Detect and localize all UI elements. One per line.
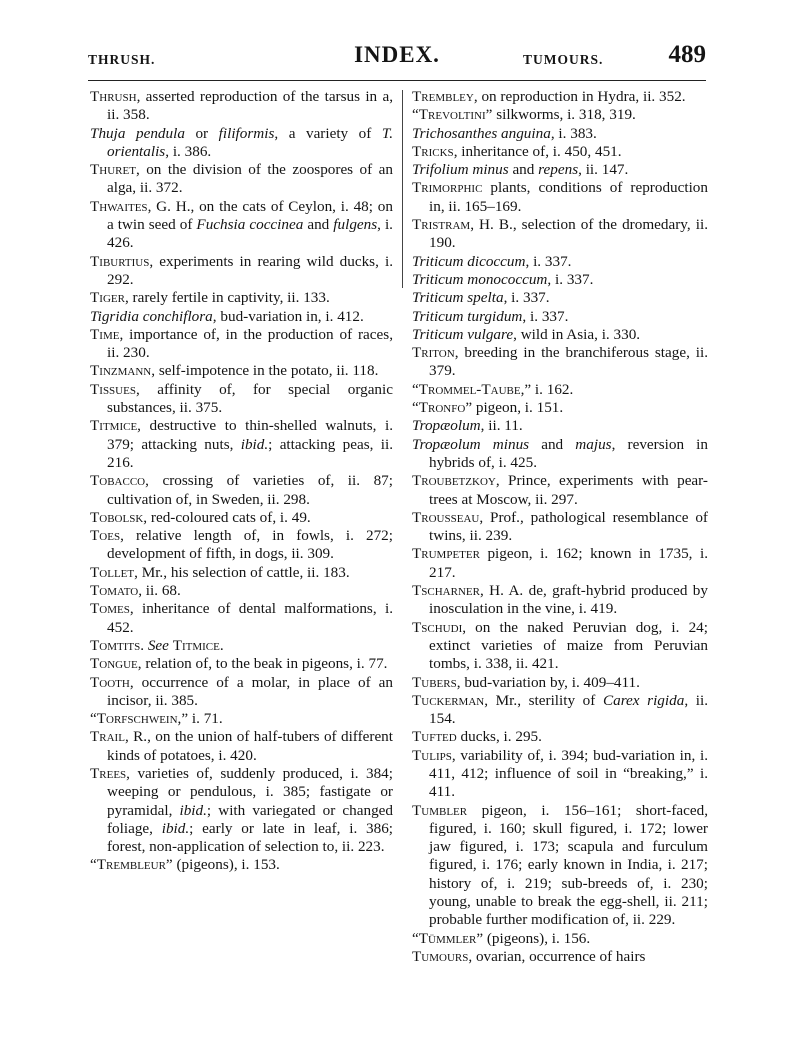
page-number: 489 [668,41,706,68]
entry-text: , ovarian, occurrence of hairs [468,947,646,965]
index-entry-toes [90,527,393,564]
header-left-word: THRUSH. [88,52,156,67]
index-entry-tobolsk [90,509,393,527]
entry-text: , R., on the union of half-tubers of different kinds of potatoes, i. 420. [107,728,393,764]
entry-headword: Trevoltini [418,106,486,124]
index-entry-triticum-spelta [412,289,708,307]
entry-text: , destructive to thin-shelled walnuts, i. 379; attacking nuts, [107,417,393,453]
entry-italic-text: Trifolium minus [412,161,509,179]
right-column [412,88,708,966]
index-entry-trees [90,765,393,856]
entry-italic-text: Thuja pendula [90,124,185,142]
entry-headword: Trembley [412,88,474,105]
index-entry-triticum-turgidum [412,308,708,326]
entry-headword: Tooth [90,673,130,691]
entry-text: , ii. 11. [480,417,523,435]
entry-text: ” (pigeons), i. 156. [476,929,591,947]
entry-text: . [140,636,148,654]
entry-text: , relation of, to the beak in pigeons, i. 77. [137,655,388,673]
index-entry-tufted [412,728,708,746]
index-entry-tumbler [412,802,708,930]
entry-text: , Prince, experiments with pear-trees at Moscow, ii. 297. [429,472,708,508]
index-entry-time [90,326,393,363]
index-entry-trevoltini [412,106,708,124]
entry-text: , a variety of [274,124,382,142]
entry-italic-text: Triticum vulgare [412,325,514,343]
entry-text: or [184,124,219,142]
entry-text: , varieties of, suddenly produced, i. 384; weeping or pendulous, i. 385; fastigate or pyramidal, [107,764,393,819]
entry-text: , variability of, i. 394; bud-variation in, i. 411, 412; influence of soil in “breaking,” i. 411. [429,746,708,801]
entry-text: , inheritance of dental malformations, i. 452. [107,600,393,636]
entry-text: , reversion in hybrids of, i. 425. [429,435,708,471]
entry-text: and [508,161,539,179]
entry-text: , Mr., his selection of cattle, ii. 183. [134,563,350,581]
entry-text: “ [412,106,419,124]
entry-text: , ii. 147. [578,161,629,179]
entry-text: , i. 386. [165,142,212,160]
header-title: INDEX. [354,42,440,67]
entry-headword: Thuret [90,161,136,179]
entry-italic-text: Carex rigida [602,691,685,709]
index-entry-tobacco [90,472,393,509]
entry-text: , on the division of the zoospores of an alga, ii. 372. [107,161,393,197]
index-entry-titmice [90,417,393,472]
entry-text: , red-coloured cats of, i. 49. [143,508,311,526]
entry-italic-text: filiformis [218,124,275,142]
index-entry-thwaites [90,198,393,253]
entry-headword: Toes [90,527,121,545]
entry-text: . [219,636,224,654]
entry-italic-text: T. orientalis [107,124,393,160]
entry-text: , H. B., selection of the dromedary, ii. 190. [429,216,708,252]
index-entry-trousseau [412,509,708,546]
index-entry-trommel-taube [412,381,708,399]
entry-text: , relative length of, in fowls, i. 272; development of fifth, in dogs, ii. 309. [107,527,393,563]
index-entry-trumpeter [412,545,708,582]
entry-headword: Tollet [90,563,135,581]
index-entry-tomtits [90,637,393,655]
entry-text: ; attacking peas, ii. 216. [107,435,393,471]
entry-text: ” (pigeons), i. 153. [165,856,280,874]
entry-text: ” pigeon, i. 151. [465,399,564,417]
index-entry-tumours [412,948,708,966]
entry-headword: Tomtits [90,636,141,654]
entry-text: , Prof., pathological resemblance of twins, ii. 239. [429,508,708,545]
entry-headword: Tumours [412,947,469,965]
entry-italic-text: Tigridia conchiflora [90,307,213,325]
entry-text: , i. 383. [550,124,597,142]
entry-headword: Tschudi [412,618,463,636]
entry-headword: Tobacco [90,472,146,490]
entry-headword: Tscharner [412,582,480,600]
entry-headword: Trimorphic [412,179,483,197]
index-entry-trail [90,728,393,765]
entry-text: , breeding in the branchiferous stage, ii. 379. [429,344,708,380]
entry-text: , ii. 154. [429,691,708,728]
entry-text: and [529,435,576,453]
entry-text: , i. 337. [525,252,572,270]
entry-text: and [303,216,334,234]
index-entry-triticum-dicoccum [412,253,708,271]
entry-headword: Torfschwein [96,710,178,728]
entry-italic-text: ibid. [179,801,207,819]
entry-text: , crossing of varieties of, ii. 87; cultivation of, in Sweden, ii. 298. [107,472,393,508]
entry-italic-text: ibid. [161,819,190,837]
index-entry-torfschwein [90,710,393,728]
entry-headword: Tulips [412,746,452,764]
entry-italic-text: Triticum turgidum [412,307,523,325]
entry-text: ; early or late in leaf, i. 386; forest, non-application of selection to, ii. 223. [107,819,394,856]
entry-headword: Tumbler [412,801,468,819]
entry-text: , affinity of, for special organic substances, ii. 375. [107,380,393,417]
entry-headword: Triton [412,344,455,362]
entry-headword: Tricks [412,142,454,160]
entry-headword: Tubers [412,673,457,691]
column-divider [402,90,403,288]
entry-italic-text: Trichosanthes anguina [412,124,551,142]
entry-text: ,” i. 162. [520,380,574,398]
index-entry-tropaeolum-minus [412,436,708,473]
index-entry-thrush [90,88,393,125]
entry-text: , self-impotence in the potato, ii. 118. [151,362,379,380]
entry-headword: Tomes [90,600,130,618]
index-entry-tollet [90,564,393,582]
entry-italic-text: Triticum spelta [412,289,504,307]
entry-text: , i. 337. [522,307,569,325]
entry-italic-text: fulgens [333,216,378,234]
index-entry-tissues [90,381,393,418]
entry-text: “ [412,929,419,947]
index-entry-tooth [90,674,393,711]
entry-headword: Thrush [90,88,137,105]
entry-headword: Tomato [90,582,139,600]
entry-headword: Tronfo [418,399,466,417]
entry-text: , experiments in rearing wild ducks, i. 292. [107,252,393,288]
index-entry-tubers [412,674,708,692]
index-entry-tropaeolum [412,417,708,435]
entry-italic-text: See [147,636,169,654]
entry-italic-text: Triticum monococcum [412,270,548,288]
index-entry-tricks [412,143,708,161]
entry-headword: Tristram [412,216,471,234]
entry-italic-text: Tropæolum minus [412,435,530,453]
entry-text: pigeon, i. 162; known in 1735, i. 217. [429,545,708,581]
index-entry-trembley [412,88,708,106]
entry-text: , i. 426. [107,216,393,252]
index-entry-tinzmann [90,362,393,380]
entry-text: , asserted reproduction of the tarsus in a, ii. 358. [107,88,393,124]
entry-text: , on the naked Peruvian dog, i. 24; extinct varieties of maize from Peruvian tombs, i. 338, ii. 421. [429,618,708,673]
entry-italic-text: repens [538,161,579,179]
index-entry-trichosanthes [412,125,708,143]
entry-headword: Tongue [90,655,138,673]
entry-headword: Titmice [90,417,138,435]
entry-text: pigeon, i. 156–161; short-faced, figured, i. 160; skull figured, i. 172; lower jaw figured, i. 173; scapula and furculum figured, i. 176; early known in India, i. 217; history of, i. 219; sub-breeds of, i. 230; young, unable to break the egg-shell, ii. 211; probable further modification of, ii. 229. [429,801,708,929]
entry-text: , i. 337. [503,289,550,307]
index-entry-tuckerman [412,692,708,729]
entry-headword: Tobolsk [90,508,144,526]
index-entry-tscharner [412,582,708,619]
left-column [90,88,393,875]
entry-headword: Thwaites [90,197,148,215]
index-entry-thuja [90,125,393,162]
entry-text: plants, conditions of reproduction in, ii. 165–169. [429,179,708,215]
entry-text: “ [412,380,419,398]
entry-text: ducks, i. 295. [456,728,542,746]
index-entry-tulips [412,747,708,802]
entry-italic-text: Fuchsia coccinea [196,216,304,234]
entry-text: ; with variegated or changed foliage, [107,801,393,837]
index-entry-tummler [412,930,708,948]
entry-headword: Tümmler [418,929,477,947]
index-entry-trembleur [90,856,393,874]
entry-headword: Trail [90,728,125,746]
entry-italic-text: Tropæolum [412,417,481,435]
entry-headword: Tinzmann [90,362,152,380]
entry-headword: Trumpeter [412,545,480,563]
entry-text: , wild in Asia, i. 330. [513,325,641,343]
header-right-word: TUMOURS. [523,52,604,67]
index-entry-tongue [90,655,393,673]
entry-text: , inheritance of, i. 450, 451. [453,142,622,160]
index-entry-troubetzkoy [412,472,708,509]
index-entry-thuret [90,161,393,198]
index-entry-tiburtius [90,253,393,290]
entry-text: , bud-variation by, i. 409–411. [456,673,640,691]
index-entry-tronfo [412,399,708,417]
index-entry-tristram [412,216,708,253]
entry-text: , ii. 68. [138,582,181,600]
running-header [88,40,706,76]
index-entry-trifolium [412,161,708,179]
index-entry-tomes [90,600,393,637]
entry-text: “ [90,856,97,874]
entry-text: , bud-variation in, i. 412. [212,307,364,325]
index-entry-trimorphic [412,179,708,216]
entry-text: ,” i. 71. [177,710,223,728]
header-rule [88,80,706,81]
index-entry-triton [412,344,708,381]
entry-text: , Mr., sterility of [484,691,603,709]
entry-headword: Tiburtius [90,252,150,270]
entry-headword: Tissues [90,380,136,398]
entry-text: , occurrence of a molar, in place of an incisor, ii. 385. [107,673,393,709]
index-entry-tschudi [412,619,708,674]
index-entry-tigridia [90,308,393,326]
entry-headword: Titmice [172,636,220,654]
entry-headword: Trees [90,764,127,782]
entry-headword: Trembleur [96,856,166,874]
entry-text: , G. H., on the cats of Ceylon, i. 48; on a twin seed of [107,197,393,234]
entry-headword: Time [90,325,120,343]
entry-headword: Tiger [90,289,125,307]
entry-text: “ [412,399,419,417]
entry-text: , H. A. de, graft-hybrid produced by inosculation in the vine, i. 419. [429,582,708,618]
entry-text: ” silkworms, i. 318, 319. [485,106,636,124]
entry-italic-text: ibid. [240,435,269,453]
entry-italic-text: Triticum dicoccum [412,252,526,270]
entry-headword: Trommel-Taube [418,380,521,398]
index-entry-tomato [90,582,393,600]
entry-text: “ [90,710,97,728]
index-entry-triticum-monococcum [412,271,708,289]
index-entry-tiger [90,289,393,307]
entry-italic-text: majus [575,435,612,453]
entry-headword: Tuckerman [412,691,485,709]
entry-headword: Troubetzkoy [412,472,496,490]
index-entry-triticum-vulgare [412,326,708,344]
entry-headword: Tufted [412,728,457,746]
entry-text: , importance of, in the production of races, ii. 230. [107,325,393,362]
entry-text: , i. 337. [547,270,594,288]
entry-headword: Trousseau [412,508,480,526]
entry-text: , rarely fertile in captivity, ii. 133. [124,289,330,307]
entry-text: , on reproduction in Hydra, ii. 352. [473,88,686,105]
